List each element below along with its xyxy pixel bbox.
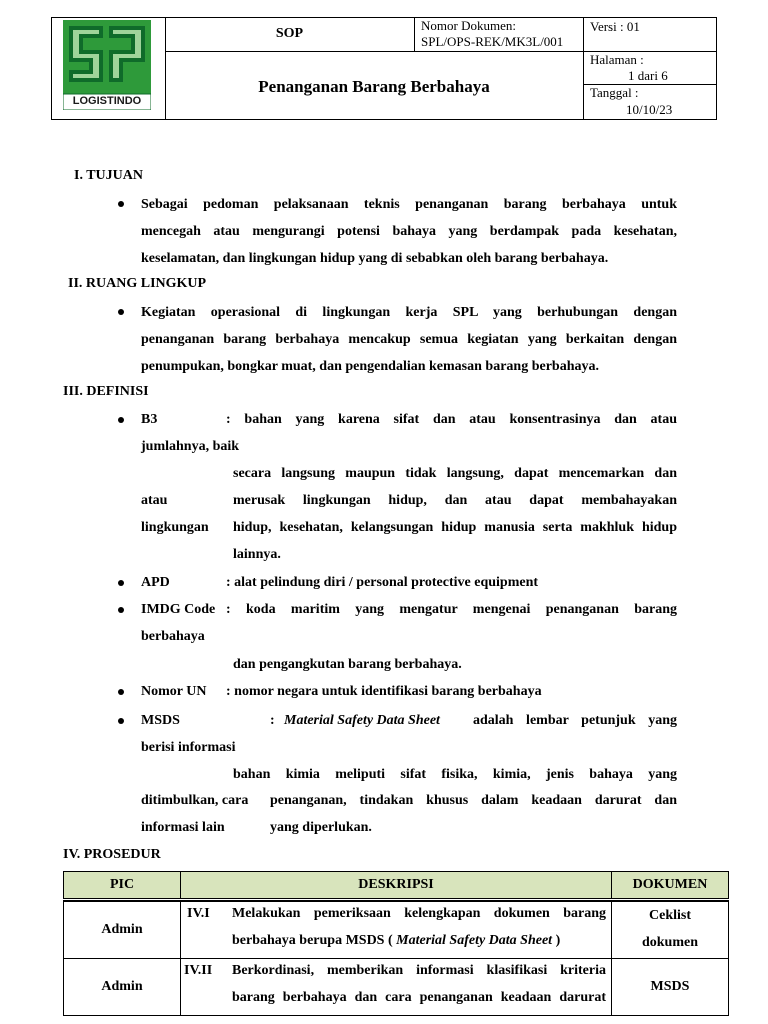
table-row-1-doc — [611, 901, 729, 959]
b3-cont-2: merusak lingkungan hidup, dan atau dapat membahayakan — [233, 493, 677, 508]
column-header-label: DESKRIPSI — [358, 877, 434, 892]
bullet — [118, 417, 124, 423]
msds-cont-1: bahan kimia meliputi sifat fisika, kimia, jenis bahaya yang — [233, 767, 677, 782]
step-desc-text: berbahaya berupa MSDS ( — [232, 933, 393, 948]
b3-left-3: lingkungan — [141, 520, 209, 535]
msds-desc-line-2: berisi informasi — [141, 740, 236, 755]
tujuan-line-3: keselamatan, dan lingkungan hidup yang di sebabkan oleh barang berbahaya. — [141, 251, 609, 266]
section-heading-tujuan: I. TUJUAN — [74, 168, 143, 183]
msds-italic-term: Material Safety Data Sheet — [284, 713, 440, 728]
imdg-cont-1: dan pengangkutan barang berbahaya. — [233, 657, 462, 672]
section-heading-definisi: III. DEFINISI — [63, 384, 149, 399]
b3-cont-1: secara langsung maupun tidak langsung, dapat mencemarkan dan — [233, 466, 677, 481]
company-logo — [63, 20, 151, 110]
step-desc-line-2 — [232, 933, 560, 949]
msds-left-3: informasi lain — [141, 820, 225, 835]
column-header-label: PIC — [109, 877, 135, 892]
msds-cont-2: penanganan, tindakan khusus dalam keadaan darurat dan — [270, 793, 677, 808]
column-header-label: DOKUMEN — [632, 877, 708, 892]
msds-left-2: ditimbulkan, cara — [141, 793, 249, 808]
section-heading-prosedur: IV. PROSEDUR — [63, 847, 161, 862]
section-heading-ruang-lingkup: II. RUANG LINGKUP — [68, 276, 207, 291]
msds-cont-3: yang diperlukan. — [270, 820, 372, 835]
msds-colon: : — [270, 713, 275, 728]
column-header-pic — [63, 871, 181, 899]
term-apd: APD — [141, 575, 170, 590]
imdg-desc-line-1: : koda maritim yang mengatur mengenai penanganan barang — [226, 602, 677, 617]
table-row-1-desc — [180, 901, 612, 959]
b3-desc-line-2: jumlahnya, baik — [141, 439, 240, 454]
page-value: 1 dari 6 — [628, 68, 668, 83]
step-desc-line-1: Berkordinasi, memberikan informasi klasifikasi kriteria — [232, 963, 606, 978]
b3-desc-line-1: : bahan yang karena sifat dan atau konsentrasinya dan atau — [226, 412, 677, 427]
term-b3: B3 — [141, 412, 158, 427]
page-label: Halaman : — [590, 52, 644, 67]
bullet — [118, 309, 124, 315]
b3-cont-3: hidup, kesehatan, kelangsungan hidup manusia serta makhluk hidup — [233, 520, 677, 535]
bullet — [118, 580, 124, 586]
term-nomor-un: Nomor UN — [141, 684, 207, 699]
bullet — [118, 607, 124, 613]
step-desc-line-1: Melakukan pemeriksaan kelengkapan dokumen barang — [232, 906, 606, 921]
table-row-2-doc — [611, 958, 729, 1016]
b3-cont-4: lainnya. — [233, 547, 281, 562]
bullet — [118, 718, 124, 724]
imdg-desc-line-2: berbahaya — [141, 629, 205, 644]
column-header-dokumen — [611, 871, 729, 899]
term-msds: MSDS — [141, 713, 180, 728]
doc-number: SPL/OPS-REK/MK3L/001 — [421, 34, 564, 49]
step-number: IV.II — [184, 963, 213, 978]
ruang-line-2: penanganan barang berbahaya mencakup semua kegiatan yang berkaitan dengan — [141, 332, 677, 347]
doc-number-label: Nomor Dokumen: — [421, 18, 516, 33]
header-divider — [165, 51, 583, 52]
date-value: 10/10/23 — [626, 102, 673, 117]
ruang-line-1: Kegiatan operasional di lingkungan kerja SPL yang berhubungan dengan — [141, 305, 677, 320]
tujuan-line-1: Sebagai pedoman pelaksanaan teknis penanganan barang berbahaya untuk — [141, 197, 677, 212]
bullet — [118, 201, 124, 207]
table-row-2-desc — [180, 958, 612, 1016]
doc-type: SOP — [275, 26, 304, 41]
msds-desc-line-1: adalah lembar petunjuk yang — [473, 713, 677, 728]
doc-value-line-1: Ceklist — [649, 908, 691, 923]
step-desc-line-2: barang berbahaya dan cara penanganan keadaan darurat — [232, 990, 606, 1005]
date-label: Tanggal : — [590, 85, 639, 100]
procedure-table — [63, 871, 729, 1016]
column-header-deskripsi — [180, 871, 612, 899]
table-row-2-pic — [63, 958, 181, 1016]
doc-value: MSDS — [650, 979, 690, 994]
bullet — [118, 689, 124, 695]
apd-desc: : alat pelindung diri / personal protective equipment — [226, 575, 539, 590]
doc-title: Penanganan Barang Berbahaya — [258, 77, 490, 96]
tujuan-line-2: mencegah atau mengurangi potensi bahaya yang berdampak pada kesehatan, — [141, 224, 677, 239]
doc-value-line-2: dokumen — [641, 935, 699, 950]
step-number: IV.I — [187, 906, 210, 921]
step-desc-italic: Material Safety Data Sheet — [396, 933, 553, 948]
doc-version: Versi : 01 — [590, 19, 640, 34]
document-header — [51, 17, 717, 120]
ruang-line-3: penumpukan, bongkar muat, dan pengendalian kemasan barang berbahaya. — [141, 359, 599, 374]
step-desc-text: ) — [555, 933, 561, 948]
pic-value: Admin — [101, 979, 143, 994]
b3-left-2: atau — [141, 493, 168, 508]
table-row-1-pic — [63, 901, 181, 959]
nomor-un-desc: : nomor negara untuk identifikasi barang berbahaya — [226, 684, 542, 699]
term-imdg: IMDG Code — [141, 602, 216, 617]
header-divider — [414, 18, 415, 51]
header-divider — [583, 18, 584, 119]
logo-text: LOGISTINDO — [72, 95, 142, 107]
pic-value: Admin — [101, 922, 143, 937]
